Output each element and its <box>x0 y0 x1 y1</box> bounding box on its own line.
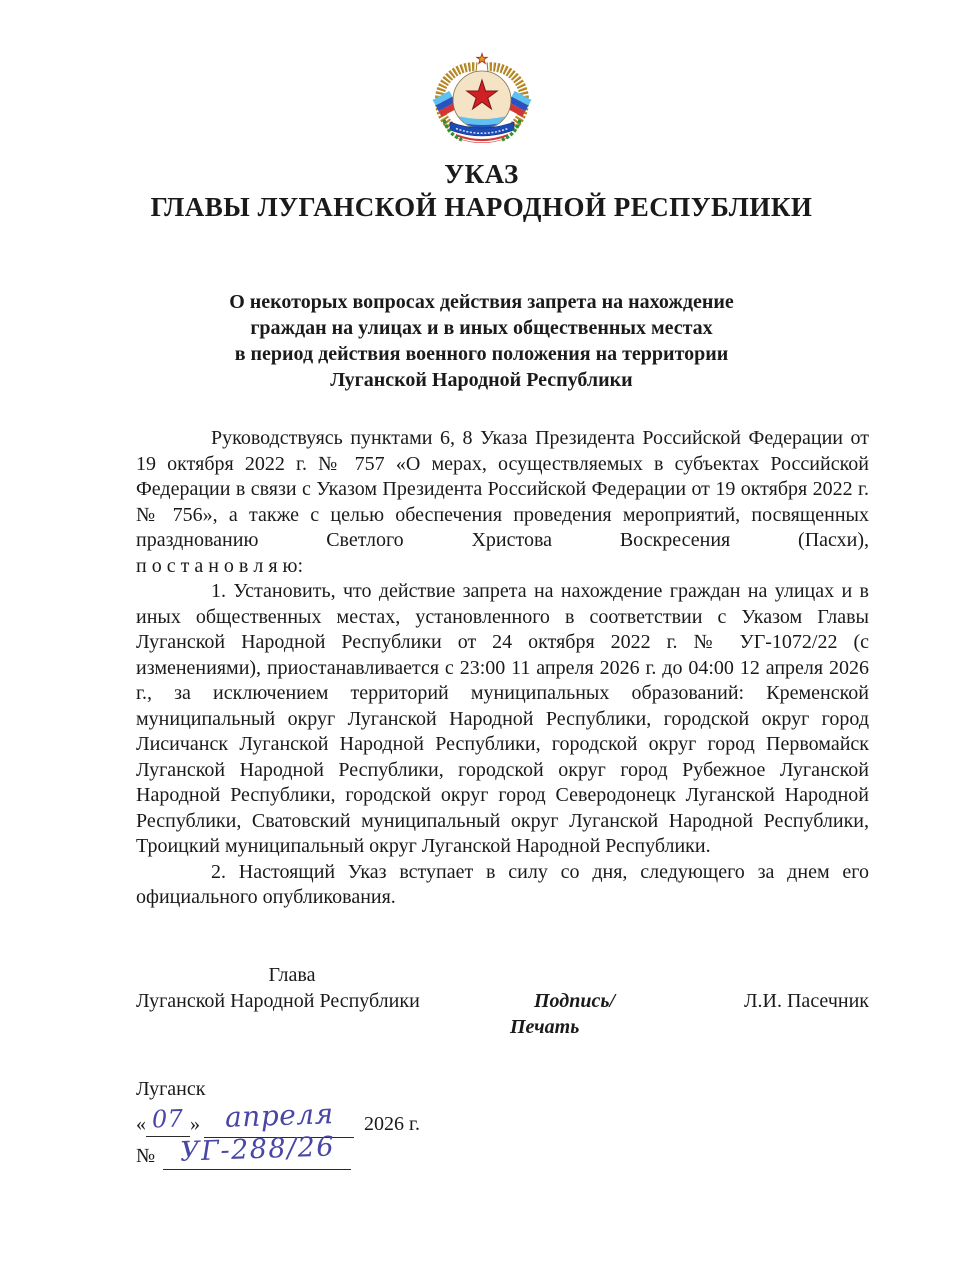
item-2-paragraph: 2. Настоящий Указ вступает в силу со дня, следующего за днем его официального опубликования. <box>136 860 869 908</box>
preamble-paragraph: Руководствуясь пунктами 6, 8 Указа Президента Российской Федерации от 19 октября 2022 г. № 757 «О мерах, осуществляемых в субъектах Российской Федерации в связи с Указом Президента Российской Федерации от 19 октября 2022 г. № 756», а также с целью обеспечения проведения мероприятий, посвященных празднованию Светлого Христова Воскресения (Пасхи), <box>136 427 869 551</box>
signatory-post-line1: Глава <box>268 964 316 986</box>
handwritten-day: 07 <box>151 1104 185 1134</box>
decree-subject <box>0 289 963 393</box>
lnr-coat-of-arms-icon <box>431 50 533 154</box>
decree-requisites <box>136 1078 420 1174</box>
close-quote: » <box>190 1113 200 1135</box>
handwritten-month: апреля <box>224 1097 334 1134</box>
subject-line: граждан на улицах и в иных общественных местах <box>250 317 713 339</box>
stamp-note-line2: Печать <box>510 1016 580 1038</box>
stamp-note-line1: Подпись/ <box>534 990 616 1012</box>
day-field <box>146 1104 190 1137</box>
decree-number-field <box>163 1131 351 1170</box>
handwritten-number: УГ-288/26 <box>179 1131 336 1168</box>
item-1-paragraph: 1. Установить, что действие запрета на нахождение граждан на улицах и в иных общественных местах, установленного в соответствии с Указом Главы Луганской Народной Республики от 24 октября 2022 г. № УГ-1072/22 (с изменениями), приостанавливается с 23:00 11 апреля 2026 г. до 04:00 12 апреля 2026 г., за исключением территорий муниципальных образований: Кременской муниципальный округ Луганской Народной Республики, городской округ город Лисичанск Луганской Народной Республики, городской округ город Первомайск Луганской Народной Республики, городской округ город Рубежное Луганской Народной Республики, городской округ город Северодонецк Луганской Народной Республики, Сватовский муниципальный округ Луганской Народной Республики, Троицкий муниципальный округ Луганской Народной Республики. <box>136 580 869 857</box>
decree-title-line2: ГЛАВЫ ЛУГАНСКОЙ НАРОДНОЙ РЕСПУБЛИКИ <box>150 192 813 222</box>
decree-number-line <box>136 1131 420 1174</box>
decree-title <box>0 158 963 224</box>
signatory-post <box>136 962 448 1014</box>
decree-body <box>136 426 869 911</box>
subject-line: в период действия военного положения на территории <box>234 343 729 365</box>
subject-line: Луганской Народной Республики <box>330 369 633 391</box>
issue-city: Луганск <box>136 1078 206 1100</box>
number-sign: № <box>136 1145 156 1167</box>
signatory-post-line2: Луганской Народной Республики <box>136 990 420 1012</box>
resolve-clause: п о с т а н о в л я ю: <box>136 554 304 577</box>
issue-year: 2026 г. <box>364 1113 420 1135</box>
signatory-name: Л.И. Пасечник <box>743 990 869 1012</box>
decree-title-line1: УКАЗ <box>444 159 519 189</box>
signature-stamp-note <box>510 988 650 1040</box>
open-quote: « <box>136 1113 146 1135</box>
subject-line: О некоторых вопросах действия запрета на нахождение <box>229 291 734 313</box>
